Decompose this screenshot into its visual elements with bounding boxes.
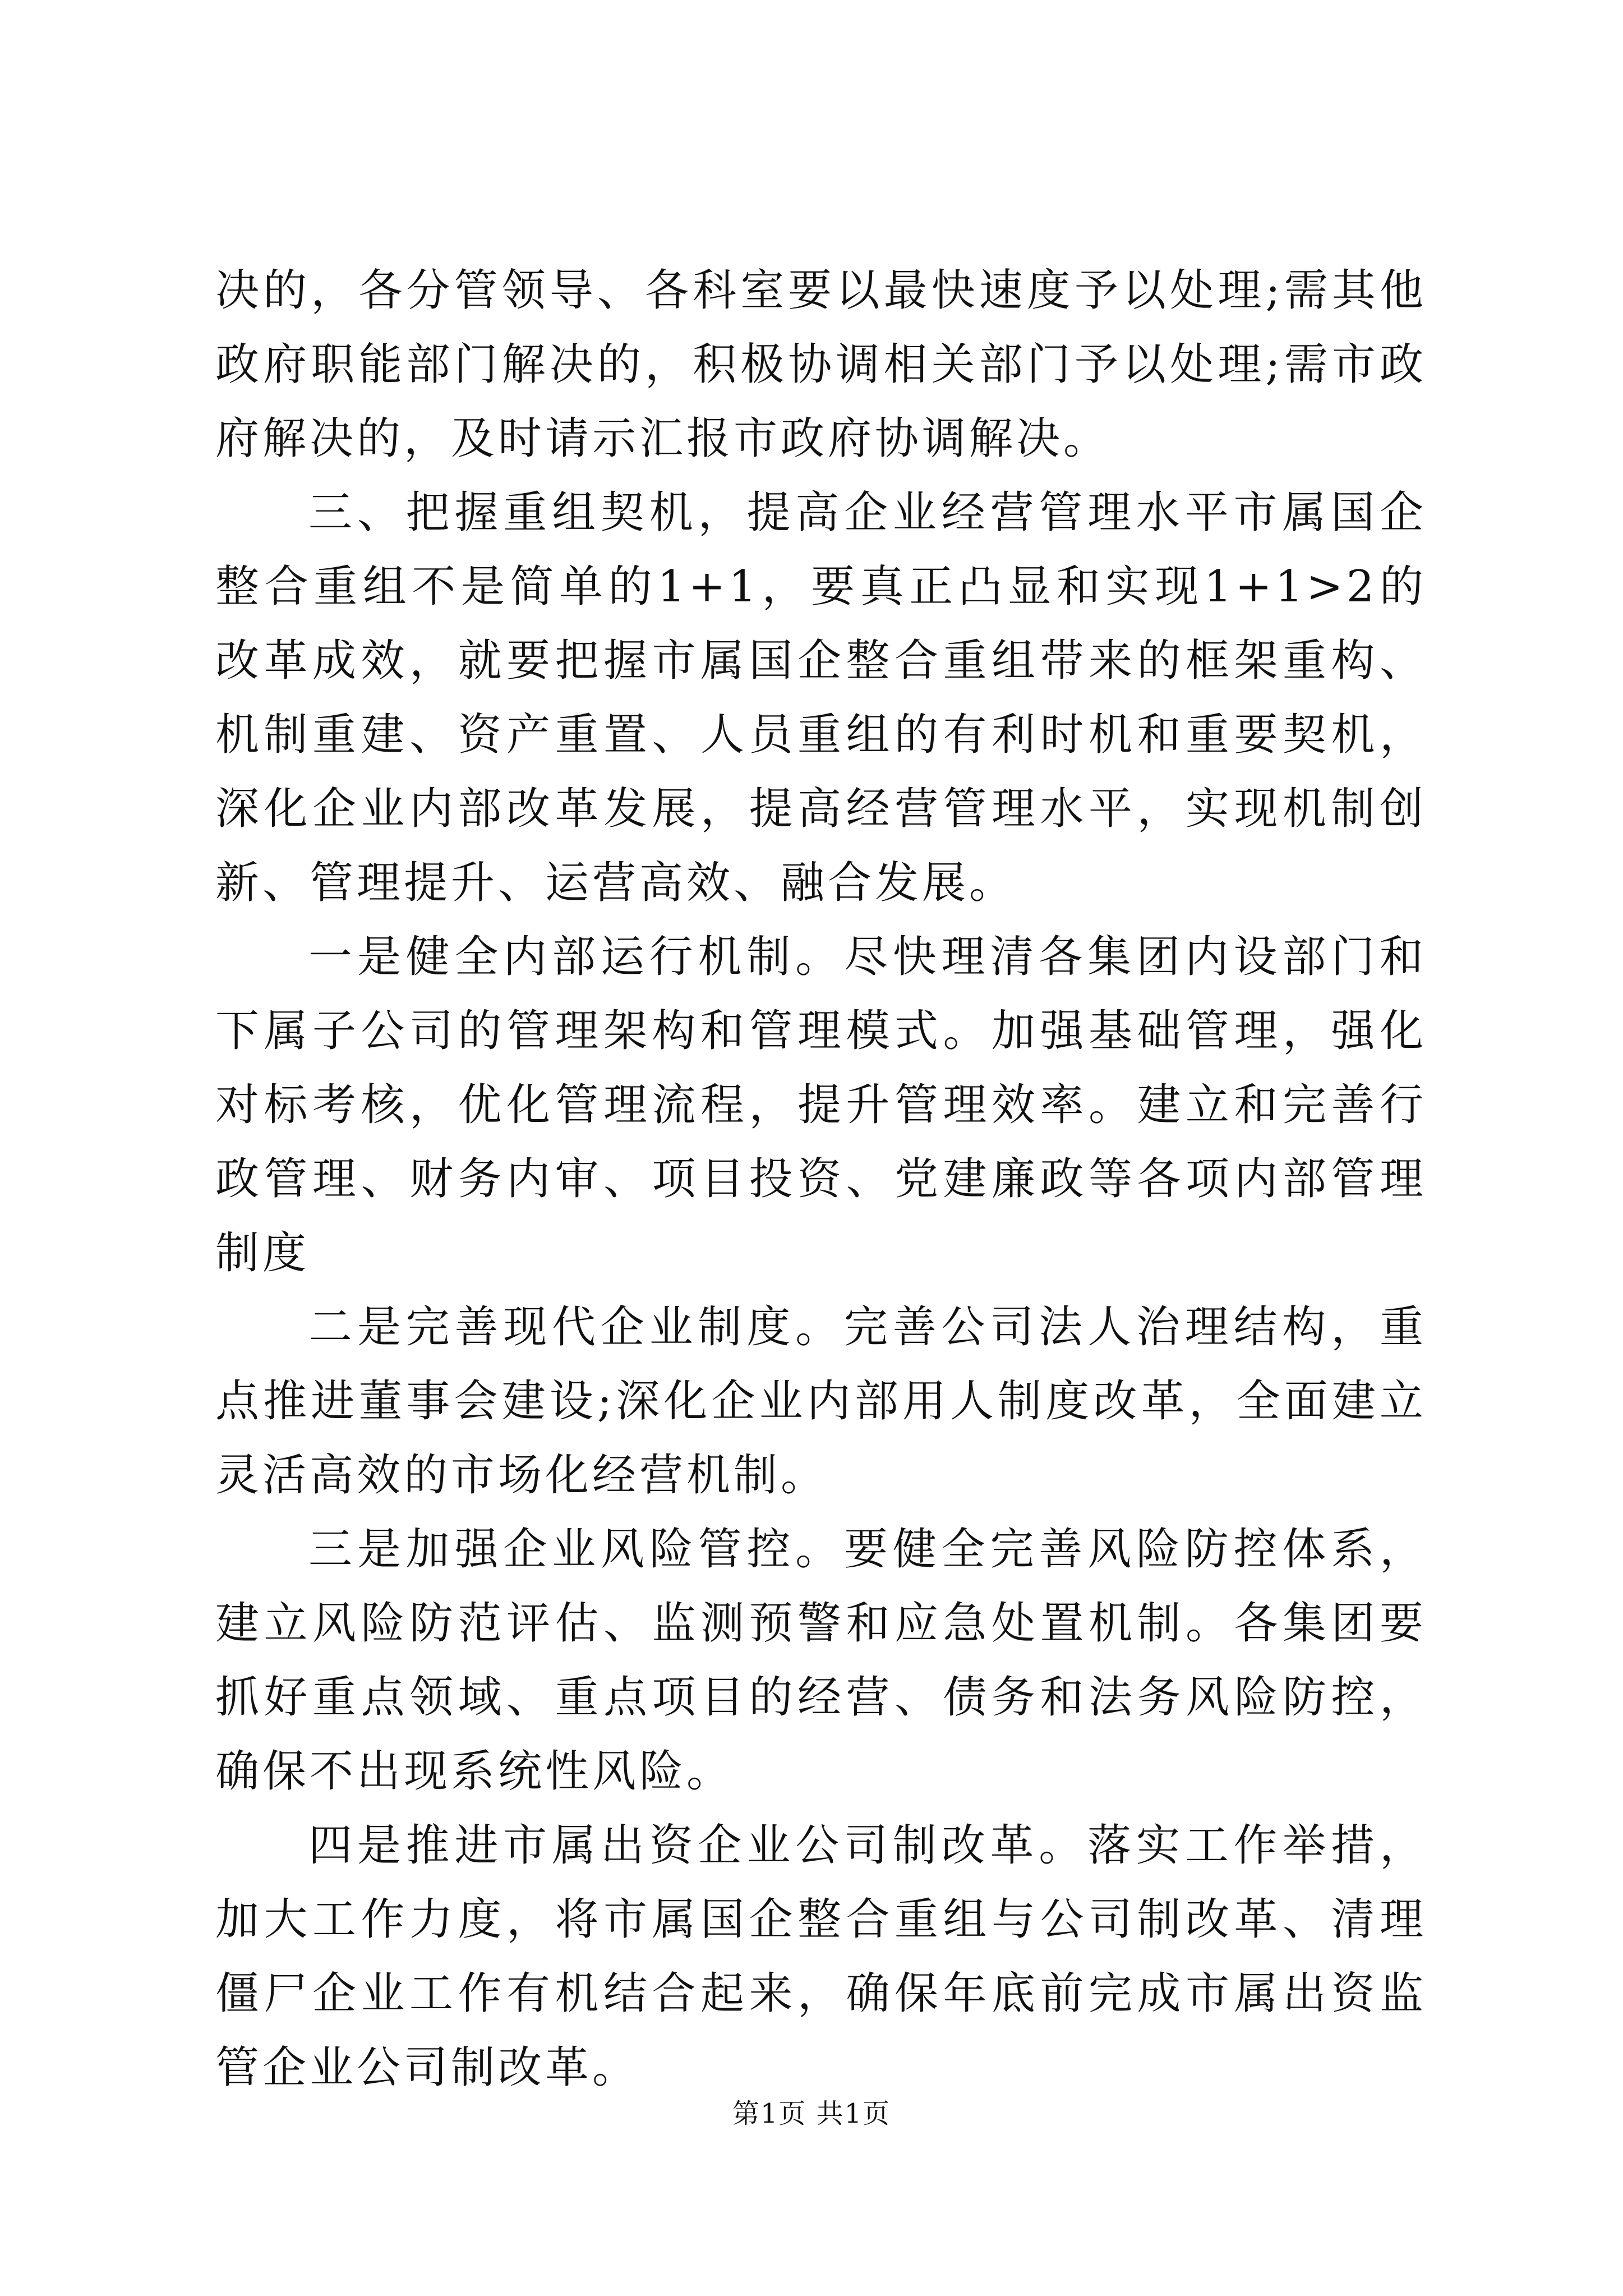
paragraph-continuation: 决的，各分管领导、各科室要以最快速度予以处理;需其他政府职能部门解决的，积极协调相关部门予以处理;需市政府解决的，及时请示汇报市政府协调解决。 xyxy=(215,265,1427,464)
paragraph-section-three: 三、把握重组契机，提高企业经营管理水平市属国企整合重组不是简单的1+1，要真正凸显和实现1+1>2的改革成效，就要把握市属国企整合重组带来的框架重构、机制重建、资产重置、人员重组的有利时机和重要契机，深化企业内部改革发展，提高经营管理水平，实现机制创新、管理提升、运营高效、融合发展。 xyxy=(215,487,1427,908)
paragraph-point-one: 一是健全内部运行机制。尽快理清各集团内设部门和下属子公司的管理架构和管理模式。加强基础管理，强化对标考核，优化管理流程，提升管理效率。建立和完善行政管理、财务内审、项目投资、党建廉政等各项内部管理制度 xyxy=(215,932,1427,1278)
paragraph-point-three: 三是加强企业风险管控。要健全完善风险防控体系，建立风险防范评估、监测预警和应急处置机制。各集团要抓好重点领域、重点项目的经营、债务和法务风险防控，确保不出现系统性风险。 xyxy=(215,1524,1427,1797)
page-footer: 第1页 共1页 xyxy=(732,2098,891,2129)
document-body xyxy=(215,254,1427,2105)
paragraph-point-four: 四是推进市属出资企业公司制改革。落实工作举措，加大工作力度，将市属国企整合重组与公司制改革、清理僵尸企业工作有机结合起来，确保年底前完成市属出资监管企业公司制改革。 xyxy=(215,1820,1427,2093)
paragraph-point-two: 二是完善现代企业制度。完善公司法人治理结构，重点推进董事会建设;深化企业内部用人制度改革，全面建立灵活高效的市场化经营机制。 xyxy=(215,1302,1427,1501)
